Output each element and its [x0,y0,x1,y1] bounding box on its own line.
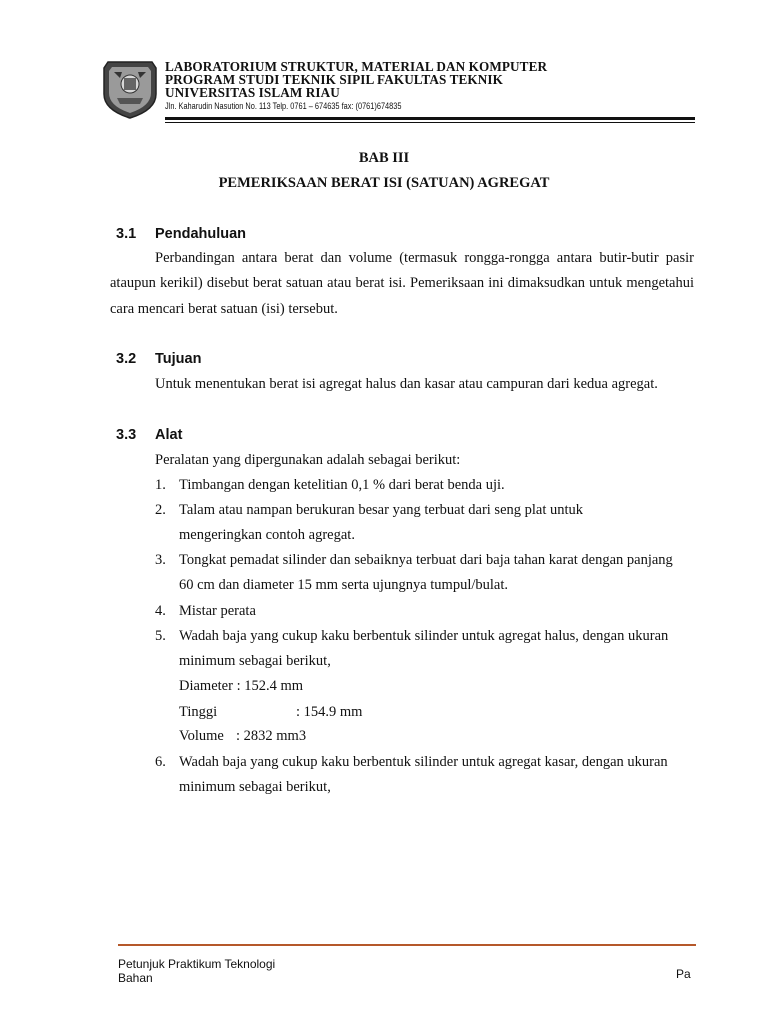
list-item-number: 1. [155,477,166,493]
list-item: Talam atau nampan berukuran besar yang terbuat dari seng plat untuk mengeringkan contoh agregat. [179,502,584,543]
section-number: 3.2 [116,351,137,367]
list-item: Tongkat pemadat silinder dan sebaiknya terbuat dari baja tahan karat dengan panjang 60 cm dan diameter 15 mm serta ujungnya tumpul/bulat. [179,552,673,593]
list-item-number: 2. [155,502,166,518]
section-title: Alat [155,427,183,443]
list-item: Wadah baja yang cukup kaku berbentuk silinder untuk agregat halus, dengan ukuran minimum sebagai berikut, [179,628,669,669]
dimension-tinggi-label: Tinggi [179,704,218,720]
list-item: Timbangan dengan ketelitian 0,1 % dari berat benda uji. [179,477,505,493]
list-item: Mistar perata [179,603,256,619]
footer-text: Petunjuk Praktikum Teknologi Bahan [118,957,276,985]
section-paragraph: Perbandingan antara berat dan volume (termasuk rongga-rongga antara butir-butir pasir ataupun kerikil) disebut berat satuan atau berat isi. Pemeriksaan ini dimaksudkan untuk mengetahui cara mencari berat satuan (isi) tersebut. [110,250,694,317]
section-title: Pendahuluan [155,226,247,242]
header-rule-thin [165,122,695,123]
footer-page: Pa [676,967,691,981]
list-item-number: 6. [155,754,166,770]
university-logo [102,58,158,120]
footer-rule [118,944,696,946]
chapter-title: PEMERIKSAAN BERAT ISI (SATUAN) AGREGAT [218,175,550,191]
chapter-label: BAB III [358,150,410,166]
header-lab-name: LABORATORIUM STRUKTUR, MATERIAL DAN KOMPUTER [165,59,548,74]
dimension-tinggi-value: : 154.9 mm [296,704,363,720]
list-item-number: 4. [155,603,166,619]
dimension-volume-value: : 2832 mm3 [236,728,307,744]
section-paragraph: Untuk menentukan berat isi agregat halus dan kasar atau campuran dari kedua agregat. [155,376,658,392]
list-item-number: 5. [155,628,166,644]
list-item: Wadah baja yang cukup kaku berbentuk silinder untuk agregat kasar, dengan ukuran minimum sebagai berikut, [179,754,668,795]
header-rule-thick [165,117,695,120]
header-address: Jln. Kaharudin Nasution No. 113 Telp. 0761 – 674635 fax: (0761)674835 [165,101,402,111]
dimension-diameter: Diameter : 152.4 mm [179,678,304,694]
section-intro: Peralatan yang dipergunakan adalah sebagai berikut: [155,452,461,468]
list-item-number: 3. [155,552,166,568]
header-university-name: UNIVERSITAS ISLAM RIAU [165,85,340,100]
section-number: 3.3 [116,427,137,443]
section-title: Tujuan [155,351,202,367]
dimension-volume-label: Volume [179,728,224,744]
header-program-name: PROGRAM STUDI TEKNIK SIPIL FAKULTAS TEKNIK [165,72,503,87]
section-number: 3.1 [116,226,137,242]
